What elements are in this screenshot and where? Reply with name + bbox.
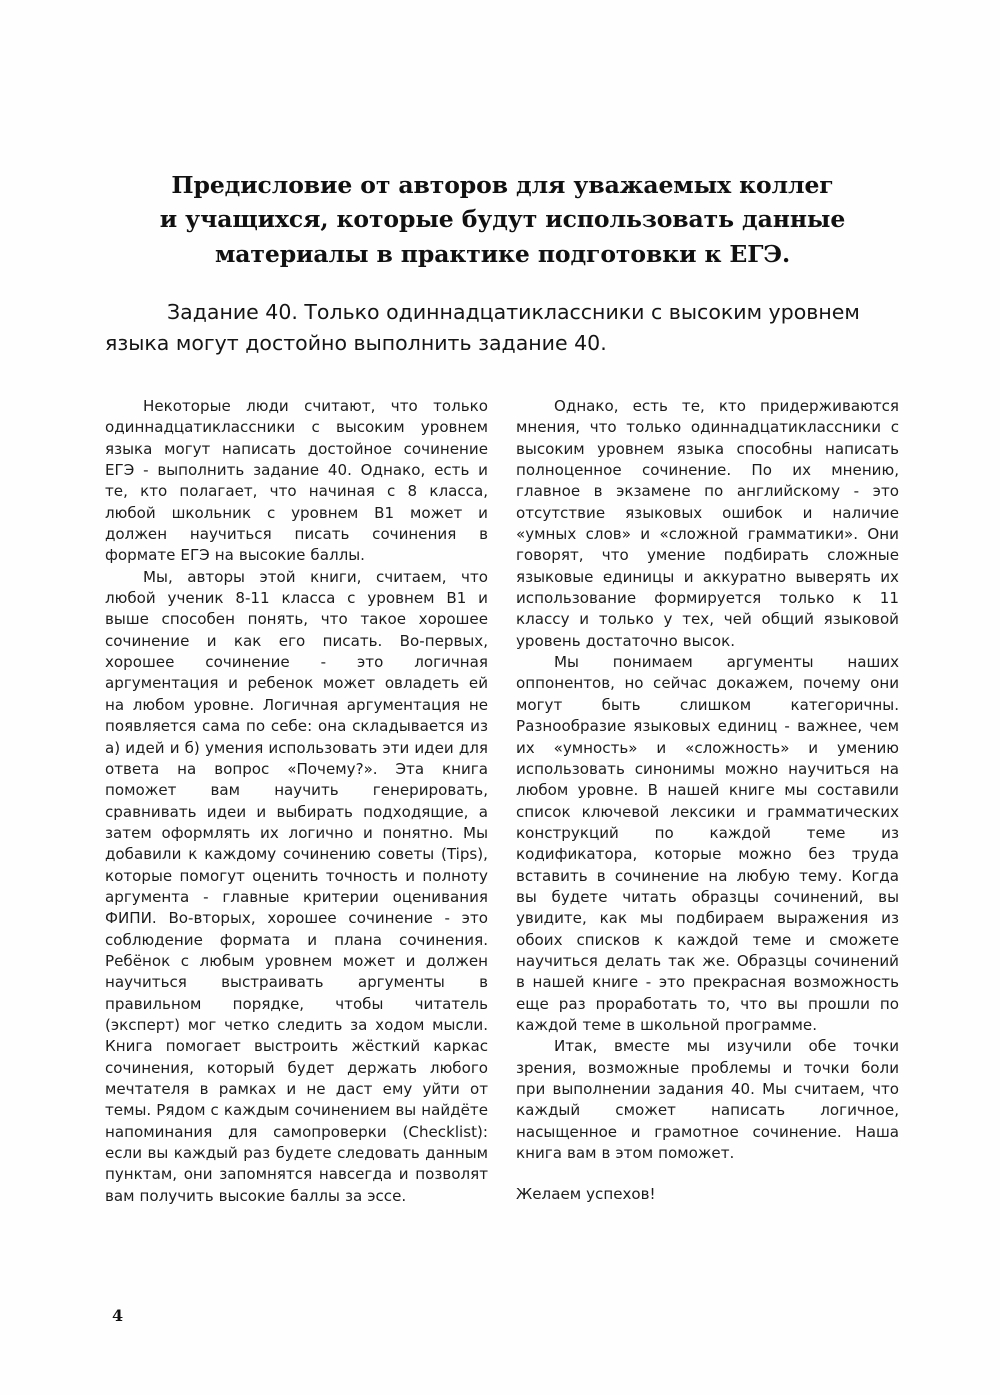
column-right [516, 396, 899, 1207]
paragraph: Некоторые люди считают, что только одиннадцатиклассники с высоким уровнем языка могут написать достойное сочинение ЕГЭ - выполнить задание 40. Однако, есть и те, кто полагает, что начиная с 8 класса, любой школьник с уровнем B1 может и должен научиться писать сочинения в формате ЕГЭ на высокие баллы. [105, 397, 488, 565]
page-subtitle: Задание 40. Только одиннадцатиклассники с высоким уровнем языка могут достойно выполнить задание 40. [105, 299, 860, 355]
closing-line: Желаем успехов! [516, 1185, 656, 1204]
paragraph: Мы, авторы этой книги, считаем, что любой ученик 8-11 класса с уровнем B1 и выше способен понять, что такое хорошее сочинение и как его писать. Во-первых, хорошее сочинение - это логичная аргументация и ребенок может овладеть ей на любом уровне. Логичная аргументация не появляется сама по себе: она складывается из а) идей и б) умения использовать эти идеи для ответа на вопрос «Почему?». Эта книга поможет вам научить генерировать, сравнивать идеи и выбирать подходящие, а затем оформлять их логично и понятно. Мы добавили к каждому сочинению советы (Tips), которые помогут оценить точность и полноту аргумента - главные критерии оценивания ФИПИ. Во-вторых, хорошее сочинение - это соблюдение формата и плана сочинения. Ребёнок с любым уровнем может и должен научиться выстраивать аргументы в правильном порядке, чтобы читатель (эксперт) мог четко следить за ходом мысли. Книга помогает выстроить жёсткий каркас сочинения, который будет держать любого мечтателя в рамках и не даст ему уйти от темы. Рядом с каждым сочинением вы найдёте напоминания для самопроверки (Checklist): если вы каждый раз будете следовать данным пунктам, они запомнятся навсегда и позволят вам получить высокие баллы за эссе. [105, 567, 488, 1205]
paragraph: Однако, есть те, кто придерживаются мнения, что только одиннадцатиклассники с высоким уровнем языка способны написать полноценное сочинение. По их мнению, главное в экзамене по английскому - это отсутствие языковых ошибок и наличие «умных слов» и «сложной грамматики». Они говорят, что умение подбирать сложные языковые единицы и аккуратно выверять их использование формируется только к 11 классу и только у тех, чей общий языковой уровень достаточно высок. [516, 397, 899, 650]
body-columns [105, 396, 900, 1207]
page-title-line-1: Предисловие от авторов для уважаемых коллег [171, 171, 834, 199]
page-number: 4 [112, 1306, 124, 1325]
column-left [105, 396, 488, 1207]
paragraph: Мы понимаем аргументы наших оппонентов, но сейчас докажем, почему они могут быть слишком категоричны. Разнообразие языковых единиц - важнее, чем их «умность» и «сложность» и умению использовать синонимы можно научиться на любом уровне. В нашей книге мы составили список ключевой лексики и грамматических конструкций по каждой теме из кодификатора, которые можно без труда вставить в сочинение на любую тему. Когда вы будете читать образцы сочинений, вы увидите, как мы подбираем выражения из обоих списков к каждой теме и сможете научиться делать так же. Образцы сочинений в нашей книге - это прекрасная возможность еще раз проработать то, что вы прошли по каждой теме в школьной программе. [516, 653, 899, 1034]
paragraph: Итак, вместе мы изучили обе точки зрения, возможные проблемы и точки боли при выполнении задания 40. Мы считаем, что каждый сможет написать логичное, насыщенное и грамотное сочинение. Наша книга вам в этом поможет. [516, 1037, 899, 1163]
page-title-line-2: и учащихся, которые будут использовать данные [159, 205, 846, 234]
page-title-line-3: материалы в практике подготовки к ЕГЭ. [214, 239, 791, 268]
page-title [105, 0, 900, 271]
page-content-area [105, 0, 900, 1395]
